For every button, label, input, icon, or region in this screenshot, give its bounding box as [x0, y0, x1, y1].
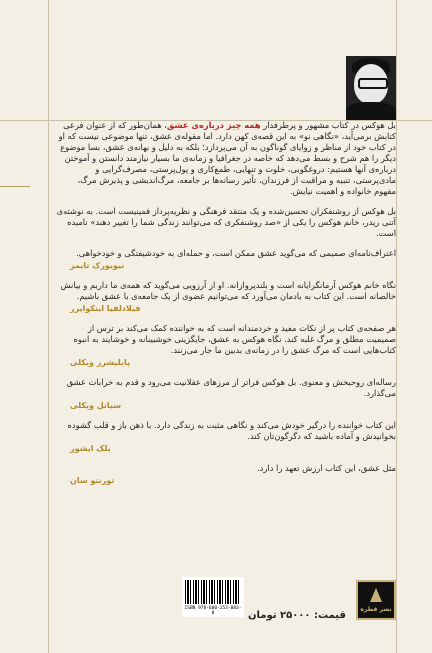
- quote-3: هر صفحه‌ی کتاب پر از نکات مفید و خردمندانه است که به خواننده کمک می‌کند بر ترس از صمیمیت مطلق و مرگ غلبه کند. نگاه هوکس به عشق، جایگزینی خوشبینانه و خوشایند به انبوه کتاب‌هایی است که مرگ عشق را در زمانه‌ی بدبین ما جار می‌زنند. پابلیشرز ویکلی: [56, 323, 396, 368]
- intro-paragraph-1: [56, 120, 396, 197]
- quote-source: تورنتو سان: [70, 476, 115, 485]
- quote-source: فیلادلفیا اینکوایرر: [70, 304, 141, 313]
- blurb-content: [56, 120, 396, 486]
- price-label: قیمت: ۲۵۰۰۰ تومان: [248, 610, 346, 621]
- author-photo: [346, 56, 396, 120]
- blurb-box: [56, 120, 396, 652]
- quote-1: اعتراف‌نامه‌ای صمیمی که می‌گوید عشق ممکن است، و حمله‌ای به خودشیفتگی و خودخواهی. نیویورک تایمز: [56, 248, 396, 271]
- quote-source: بلک ایشوز: [70, 444, 111, 453]
- intro-paragraph-2: بل هوکس از روشنفکران تحسین‌شده و یک منتقد فرهنگی و نظریه‌پرداز فمینیست است. به نوشته‌ی آتنی ریدر، خانم هوکس را یکی از «صد روشنفکری که می‌توانند زندگی شما را تغییر دهند» نامیده است.: [56, 206, 396, 238]
- publisher-logo: [356, 580, 396, 620]
- quote-4: رساله‌ای روحبخش و معنوی. بل هوکس فراتر از مرزهای عقلانیت می‌رود و قدم به خرابات عشق می‌گذارد. سیاتل ویکلی: [56, 377, 396, 411]
- quote-source: نیویورک تایمز: [70, 261, 125, 270]
- frame-line-left: [48, 0, 49, 653]
- frame-line-right: [396, 0, 397, 653]
- quote-source: پابلیشرز ویکلی: [70, 358, 131, 367]
- barcode-bars: [185, 580, 241, 604]
- book-title-highlight: همه چیز درباره‌ی عشق: [166, 120, 261, 130]
- logo-mark-icon: [370, 588, 382, 602]
- intro-text-cont: ، همان‌طور که از عنوان فرعی کتابش برمی‌آید، «نگاهی نو» به این قصه‌ی کهن دارد. اما مقوله‌ی عشق، تنها موضوعی نیست که او در کتاب خود از مناظر و زوایای گوناگون به آن می‌پردازد؛ بلکه به دلیل و بهانه‌ی عشق، بسا موضوع دیگر را هم شرح و بسط می‌دهد که خاصه در جغرافیا و زمانه‌ی ما بسیار نیازمند دانستن و آموختن درباره‌ی آنها هستیم: دروغگویی، خلوت و تنهایی، طمع‌کاری و پول‌پرستی، مصرف‌گرایی و مادی‌پرستی، تنبیه و مراقبت از فرزندان، تأثیر رسانه‌ها بر جامعه، مرگ‌اندیشی و پذیرش مرگ، مفهوم خانواده و اهمیت نیایش.: [58, 120, 396, 196]
- quote-2: نگاه خانم هوکس آرمانگرایانه است و بلندپروازانه. او از آرزویی می‌گوید که همه‌ی ما داریم و بیانش خالصانه است. این کتاب به یادمان می‌آورد که می‌توانیم عضوی از یک جامعه‌ی با عشق باشیم. فیلادلفیا اینکوایرر: [56, 280, 396, 314]
- spine-mark: [0, 186, 30, 187]
- quote-source: سیاتل ویکلی: [70, 401, 122, 410]
- barcode: [182, 577, 244, 617]
- quote-5: این کتاب خواننده را درگیر خودش می‌کند و نگاهی مثبت به زندگی دارد. با ذهن باز و قلب گشوده بخوانیدش و آماده باشید که دگرگون‌تان کند. بلک ایشوز: [56, 420, 396, 454]
- quote-6: مثل عشق، این کتاب ارزش تعهد را دارد. تورنتو سان: [56, 463, 396, 486]
- publisher-logo-text: نشر قطره: [360, 606, 392, 613]
- barcode-number: ISBN 978-600-253-083-8: [184, 606, 242, 616]
- intro-text: بل هوکس در کتاب مشهور و پرطرفدار: [260, 120, 396, 130]
